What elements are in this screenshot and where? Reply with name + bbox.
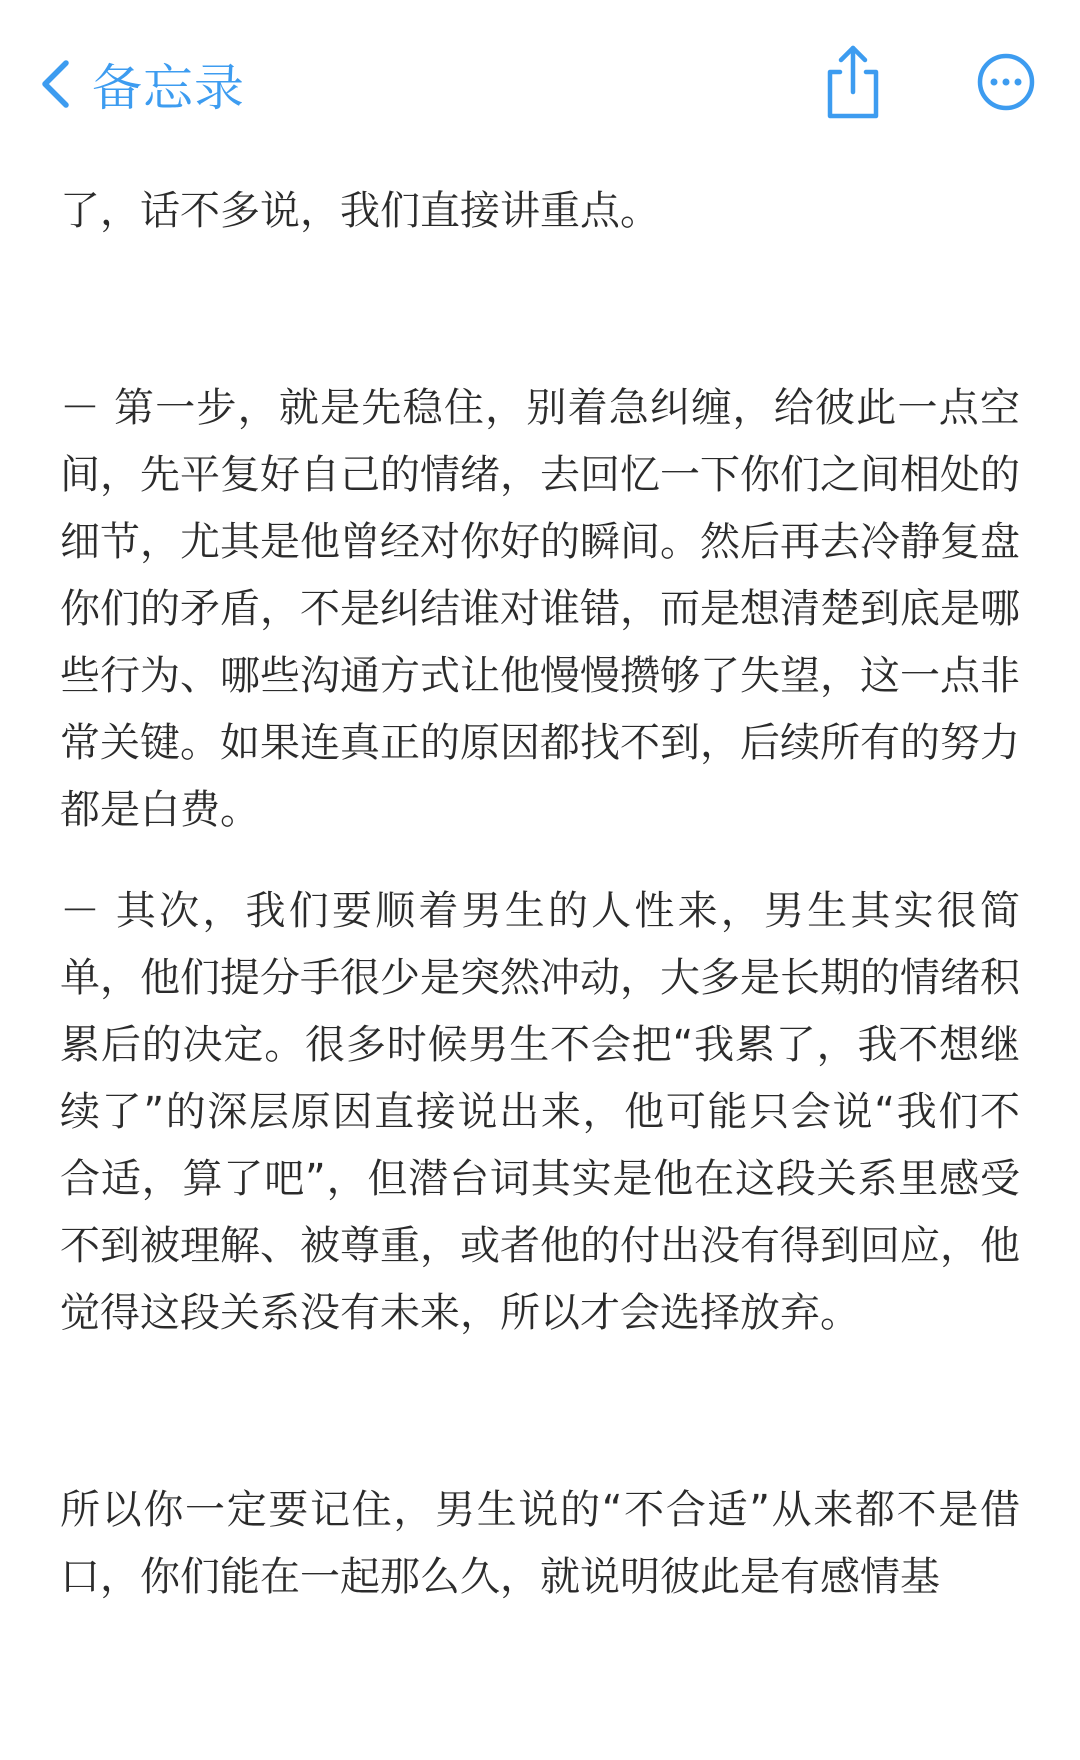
note-paragraph: 所以你一定要记住，男生说的“不合适”从来都不是借口，你们能在一起那么久，就说明彼此是有感情基 [60, 1487, 1020, 1600]
share-icon [818, 107, 888, 126]
note-paragraph: － 第一步，就是先稳住，别着急纠缠，给彼此一点空间，先平复好自己的情绪，去回忆一下你们之间相处的细节，尤其是他曾经对你好的瞬间。然后再去冷静复盘你们的矛盾，不是纠结谁对谁错，而是想清楚到底是哪些行为、哪些沟通方式让他慢慢攒够了失望，这一点非常关键。如果连真正的原因都找不到，后续所有的努力都是白费。 [60, 385, 1020, 833]
note-body[interactable] [60, 178, 1020, 1611]
note-paragraph: 了，话不多说，我们直接讲重点。 [60, 188, 660, 234]
ellipsis-circle-icon [976, 97, 1036, 116]
share-button[interactable] [818, 42, 888, 122]
note-paragraph: － 其次，我们要顺着男生的人性来，男生其实很简单，他们提分手很少是突然冲动，大多是长期的情绪积累后的决定。很多时候男生不会把“我累了，我不想继续了”的深层原因直接说出来，他可能只会说“我们不合适，算了吧”，但潜台词其实是他在这段关系里感受不到被理解、被尊重，或者他的付出没有得到回应，他觉得这段关系没有未来，所以才会选择放弃。 [60, 888, 1020, 1336]
navigation-bar [0, 0, 1080, 170]
back-label: 备忘录 [92, 59, 245, 117]
back-button[interactable] [40, 48, 245, 120]
chevron-left-icon [40, 59, 70, 109]
more-button[interactable] [976, 52, 1036, 112]
